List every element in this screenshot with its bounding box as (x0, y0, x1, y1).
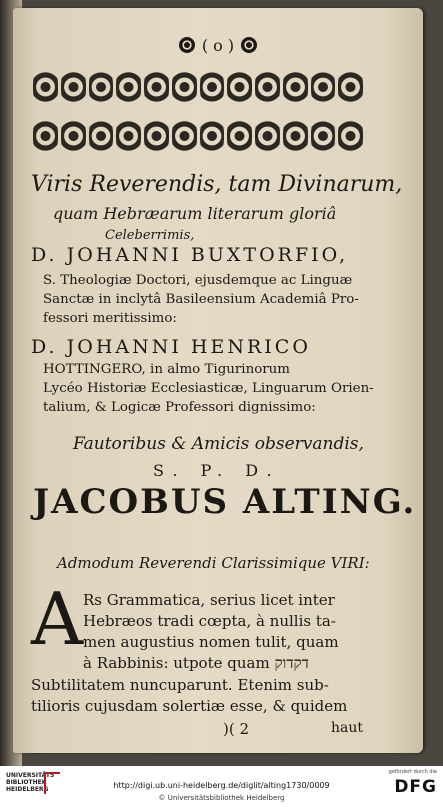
author-name: JACOBUS ALTING. (33, 482, 417, 522)
dfg-logo[interactable]: DFG (394, 777, 437, 797)
recipient-1-desc: fessori meritissimo: (43, 311, 177, 326)
catchword: haut (331, 720, 364, 736)
letter-line: à Rabbinis: utpote quam דקדוק (83, 654, 309, 672)
recipient-name-1: D. JOHANNI BUXTORFIO, (31, 244, 349, 266)
letter-line: Subtilitatem nuncuparunt. Etenim sub- (31, 676, 329, 694)
rosette-icon (179, 37, 195, 53)
floral-ornament-band (33, 64, 363, 159)
funder-caption: gefördert durch die (388, 769, 437, 775)
viewer-footer (0, 766, 443, 807)
page-marker (13, 36, 423, 55)
letter-line: men augustius nomen tulit, quam (83, 633, 339, 651)
spd-line: S. P. D. (153, 461, 281, 480)
source-url-link[interactable]: http://digi.ub.uni-heidelberg.de/diglit/alting1730/0009 (113, 781, 330, 790)
recipient-1-desc: Sanctæ in inclytâ Basileensium Academiâ Pro- (43, 292, 359, 307)
rosette-icon (241, 37, 257, 53)
dedication-line-2: quam Hebræarum literarum gloriâ (53, 204, 337, 223)
page-marker-text: ( o ) (201, 36, 235, 55)
fautor-line: Fautoribus & Amicis observandis, (73, 434, 364, 454)
recipient-name-2: D. JOHANNI HENRICO (31, 336, 311, 358)
library-name: UNIVERSITÄTS BIBLIOTHEK HEIDELBERG (6, 772, 55, 793)
letter-line: Rs Grammatica, serius licet inter (83, 591, 335, 609)
dedication-line-1: Viris Reverendis, tam Divinarum, (31, 172, 403, 197)
drop-cap: A (31, 577, 83, 661)
recipient-2-desc: Lycéo Historiæ Ecclesiasticæ, Linguarum Orien- (43, 381, 374, 396)
copyright-text: © Universitätsbibliothek Heidelberg (158, 794, 285, 802)
recipient-1-desc: S. Theologiæ Doctori, ejusdemque ac Linguæ (43, 273, 353, 288)
recipient-2-desc: talium, & Logicæ Professori dignissimo: (43, 400, 316, 415)
book-page (13, 8, 423, 753)
letter-line: tilioris cujusdam solertiæ esse, & quidem (31, 697, 348, 715)
signature-mark: )( 2 (223, 720, 250, 738)
letter-line: Hebræos tradi cœpta, à nullis ta- (83, 612, 336, 630)
dedication-line-3: Celeberrimis, (105, 228, 195, 243)
recipient-2-desc: HOTTINGERO, in almo Tigurinorum (43, 362, 290, 377)
letter-address: Admodum Reverendi Clarissimique VIRI: (57, 554, 370, 572)
